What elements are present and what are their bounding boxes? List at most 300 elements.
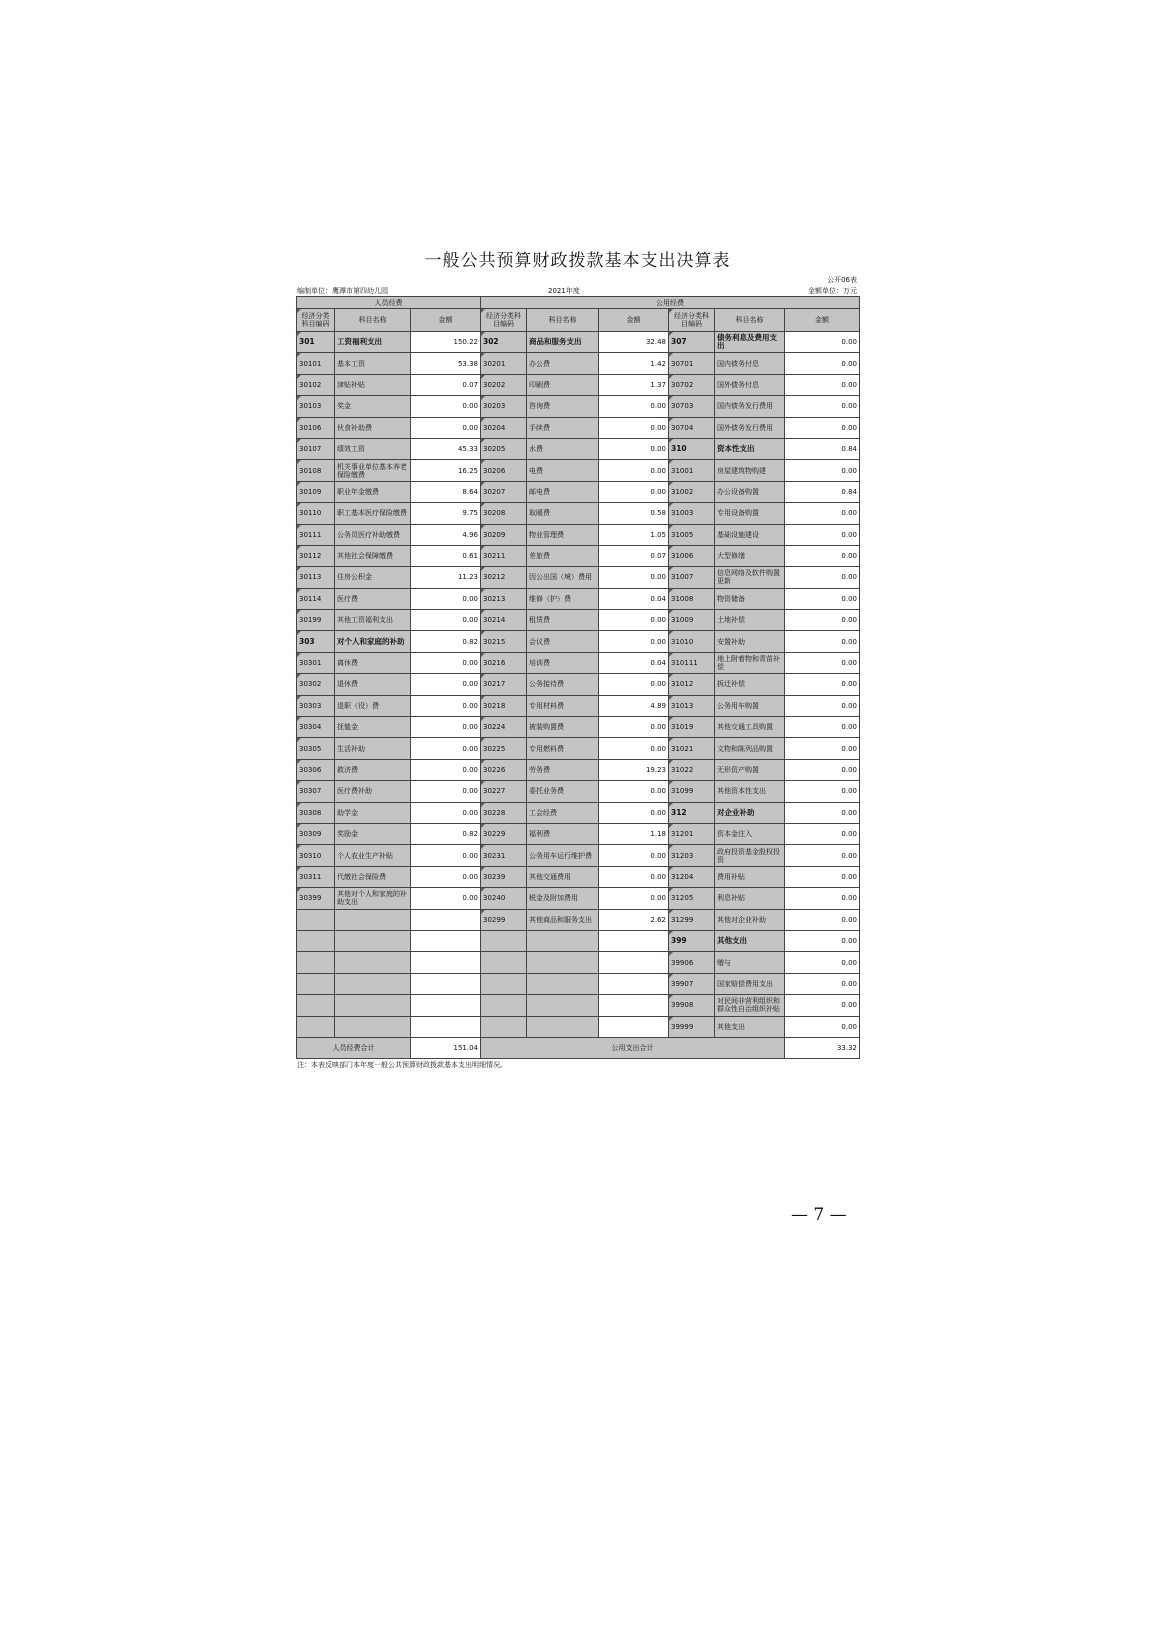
name-cell [527, 995, 599, 1016]
code-cell: 31019 [669, 717, 715, 738]
table-row [297, 781, 860, 802]
amount-cell: 16.25 [411, 460, 481, 481]
table-row [297, 374, 860, 395]
amount-cell: 32.48 [599, 332, 669, 353]
code-cell: 307 [669, 332, 715, 353]
name-cell: 救济费 [335, 759, 411, 780]
compiling-unit-name: 鹰潭市第四幼儿园 [332, 287, 388, 295]
amount-cell: 0.07 [599, 545, 669, 566]
amount-cell: 0.00 [785, 545, 860, 566]
name-cell: 奖金 [335, 396, 411, 417]
code-cell: 30229 [481, 823, 527, 844]
amount-cell: 0.00 [785, 332, 860, 353]
amount-cell: 0.00 [785, 909, 860, 930]
name-cell: 信息网络及软件购置更新 [715, 567, 785, 588]
amount-cell: 0.00 [785, 652, 860, 673]
amount-cell: 0.00 [785, 781, 860, 802]
name-cell: 工会经费 [527, 802, 599, 823]
amount-cell: 0.00 [411, 695, 481, 716]
table-row [297, 396, 860, 417]
code-cell: 30228 [481, 802, 527, 823]
code-cell: 39908 [669, 995, 715, 1016]
amount-cell: 1.05 [599, 524, 669, 545]
table-row [297, 674, 860, 695]
code-cell: 30225 [481, 738, 527, 759]
code-cell: 31005 [669, 524, 715, 545]
code-cell: 30203 [481, 396, 527, 417]
amount-cell: 0.00 [599, 631, 669, 652]
code-cell: 30214 [481, 610, 527, 631]
name-cell: 工资福利支出 [335, 332, 411, 353]
name-cell: 会议费 [527, 631, 599, 652]
amount-cell: 0.00 [599, 567, 669, 588]
code-cell: 31002 [669, 481, 715, 502]
amount-cell [411, 952, 481, 973]
column-header: 科目名称 [715, 309, 785, 332]
name-cell: 委托业务费 [527, 781, 599, 802]
table-row [297, 417, 860, 438]
amount-cell: 0.00 [785, 952, 860, 973]
amount-cell: 0.00 [785, 567, 860, 588]
group-header-public: 公用经费 [481, 297, 860, 309]
table-row [297, 524, 860, 545]
amount-cell: 11.23 [411, 567, 481, 588]
code-cell: 30215 [481, 631, 527, 652]
code-cell: 31021 [669, 738, 715, 759]
amount-cell: 0.00 [599, 481, 669, 502]
code-cell: 30306 [297, 759, 335, 780]
amount-cell [411, 1016, 481, 1037]
name-cell: 基本工资 [335, 353, 411, 374]
name-cell: 医疗费 [335, 588, 411, 609]
name-cell: 国内债务付息 [715, 353, 785, 374]
table-title: 一般公共预算财政拨款基本支出决算表 [424, 251, 731, 271]
table-row [297, 652, 860, 673]
amount-cell: 0.00 [785, 610, 860, 631]
table-row [297, 588, 860, 609]
name-cell: 代缴社会保险费 [335, 866, 411, 887]
code-cell [297, 909, 335, 930]
compiling-unit [297, 286, 388, 296]
name-cell: 房屋建筑物购建 [715, 460, 785, 481]
table-row [297, 909, 860, 930]
amount-cell: 0.00 [411, 610, 481, 631]
amount-cell: 0.00 [785, 674, 860, 695]
code-cell: 39906 [669, 952, 715, 973]
code-cell: 302 [481, 332, 527, 353]
code-cell: 30310 [297, 845, 335, 866]
amount-cell [411, 995, 481, 1016]
name-cell: 安置补助 [715, 631, 785, 652]
name-cell: 物资储备 [715, 588, 785, 609]
name-cell: 政府投资基金股权投资 [715, 845, 785, 866]
amount-cell: 0.00 [599, 717, 669, 738]
code-cell: 30309 [297, 823, 335, 844]
code-cell: 30301 [297, 652, 335, 673]
amount-cell: 0.00 [599, 781, 669, 802]
table-row [297, 823, 860, 844]
budget-sheet [296, 248, 859, 1071]
name-cell: 赠与 [715, 952, 785, 973]
code-cell [297, 973, 335, 994]
name-cell: 专用燃料费 [527, 738, 599, 759]
code-cell: 30107 [297, 438, 335, 459]
group-header-row [297, 297, 860, 309]
name-cell: 其他支出 [715, 1016, 785, 1037]
amount-cell: 1.42 [599, 353, 669, 374]
code-cell: 30114 [297, 588, 335, 609]
name-cell: 抚恤金 [335, 717, 411, 738]
table-row [297, 438, 860, 459]
amount-cell: 0.00 [411, 759, 481, 780]
amount-cell: 0.00 [785, 738, 860, 759]
name-cell: 其他交通工具购置 [715, 717, 785, 738]
name-cell: 其他对企业补助 [715, 909, 785, 930]
name-cell: 对个人和家庭的补助 [335, 631, 411, 652]
name-cell: 其他对个人和家庭的补助支出 [335, 888, 411, 909]
name-cell: 公务接待费 [527, 674, 599, 695]
table-row [297, 866, 860, 887]
name-cell: 水费 [527, 438, 599, 459]
code-cell: 30240 [481, 888, 527, 909]
code-cell: 30208 [481, 503, 527, 524]
name-cell: 其他交通费用 [527, 866, 599, 887]
totals-row [297, 1037, 860, 1058]
table-row [297, 503, 860, 524]
amount-cell: 0.00 [785, 588, 860, 609]
code-cell: 30227 [481, 781, 527, 802]
amount-cell: 0.00 [599, 866, 669, 887]
code-cell: 30102 [297, 374, 335, 395]
table-row [297, 888, 860, 909]
amount-cell: 0.00 [599, 802, 669, 823]
code-cell: 30217 [481, 674, 527, 695]
amount-cell: 0.07 [411, 374, 481, 395]
name-cell: 公务员医疗补助缴费 [335, 524, 411, 545]
code-cell: 30703 [669, 396, 715, 417]
amount-cell: 1.37 [599, 374, 669, 395]
code-cell: 310 [669, 438, 715, 459]
name-cell [527, 1016, 599, 1037]
column-header: 金额 [411, 309, 481, 332]
code-cell: 30305 [297, 738, 335, 759]
code-cell: 31201 [669, 823, 715, 844]
table-row [297, 802, 860, 823]
code-cell: 30218 [481, 695, 527, 716]
code-cell: 30399 [297, 888, 335, 909]
amount-cell: 0.00 [785, 417, 860, 438]
table-row [297, 1016, 860, 1037]
code-cell: 31008 [669, 588, 715, 609]
name-cell: 资本金注入 [715, 823, 785, 844]
code-cell: 30304 [297, 717, 335, 738]
amount-cell: 0.00 [411, 588, 481, 609]
amount-cell [599, 995, 669, 1016]
amount-cell: 0.00 [785, 717, 860, 738]
expenditure-table [296, 296, 860, 1059]
name-cell: 其他工资福利支出 [335, 610, 411, 631]
column-header: 金额 [599, 309, 669, 332]
name-cell: 住房公积金 [335, 567, 411, 588]
name-cell [335, 1016, 411, 1037]
amount-cell: 19.23 [599, 759, 669, 780]
amount-cell: 0.00 [411, 845, 481, 866]
table-row [297, 717, 860, 738]
table-row [297, 545, 860, 566]
name-cell: 国家赔偿费用支出 [715, 973, 785, 994]
name-cell: 物业管理费 [527, 524, 599, 545]
name-cell [527, 930, 599, 951]
name-cell: 维修（护）费 [527, 588, 599, 609]
amount-cell: 0.00 [785, 503, 860, 524]
amount-cell: 4.89 [599, 695, 669, 716]
money-unit: 金额单位：万元 [808, 287, 857, 295]
amount-cell: 0.00 [599, 888, 669, 909]
code-cell: 30101 [297, 353, 335, 374]
name-cell: 因公出国（境）费用 [527, 567, 599, 588]
amount-cell: 9.75 [411, 503, 481, 524]
amount-cell: 0.82 [411, 631, 481, 652]
amount-cell: 0.00 [411, 888, 481, 909]
public-total-value: 33.32 [785, 1037, 860, 1058]
amount-cell: 0.00 [411, 652, 481, 673]
table-row [297, 995, 860, 1016]
table-row [297, 631, 860, 652]
code-cell [481, 930, 527, 951]
name-cell: 差旅费 [527, 545, 599, 566]
code-cell: 31003 [669, 503, 715, 524]
amount-cell: 0.61 [411, 545, 481, 566]
name-cell: 个人农业生产补贴 [335, 845, 411, 866]
code-cell: 30110 [297, 503, 335, 524]
name-cell: 租赁费 [527, 610, 599, 631]
code-cell [297, 930, 335, 951]
amount-cell: 0.00 [785, 524, 860, 545]
table-row [297, 845, 860, 866]
name-cell: 奖励金 [335, 823, 411, 844]
name-cell: 基础设施建设 [715, 524, 785, 545]
name-cell: 办公费 [527, 353, 599, 374]
amount-cell [411, 973, 481, 994]
code-cell [481, 952, 527, 973]
name-cell: 其他支出 [715, 930, 785, 951]
name-cell: 生活补助 [335, 738, 411, 759]
code-cell [297, 1016, 335, 1037]
amount-cell: 8.64 [411, 481, 481, 502]
code-cell: 31010 [669, 631, 715, 652]
column-header: 科目名称 [335, 309, 411, 332]
code-cell: 31099 [669, 781, 715, 802]
name-cell: 国外债务发行费用 [715, 417, 785, 438]
amount-cell: 0.00 [785, 695, 860, 716]
code-cell: 30299 [481, 909, 527, 930]
name-cell: 职业年金缴费 [335, 481, 411, 502]
amount-cell: 0.00 [785, 866, 860, 887]
name-cell: 专用设备购置 [715, 503, 785, 524]
code-cell: 30308 [297, 802, 335, 823]
amount-cell [599, 973, 669, 994]
name-cell: 文物和陈列品购置 [715, 738, 785, 759]
code-cell: 30206 [481, 460, 527, 481]
name-cell: 电费 [527, 460, 599, 481]
amount-cell: 0.00 [785, 995, 860, 1016]
group-header-personnel: 人员经费 [297, 297, 481, 309]
name-cell: 其他资本性支出 [715, 781, 785, 802]
name-cell: 医疗费补助 [335, 781, 411, 802]
amount-cell [599, 1016, 669, 1037]
code-cell: 31013 [669, 695, 715, 716]
amount-cell: 0.04 [599, 588, 669, 609]
name-cell: 对企业补助 [715, 802, 785, 823]
amount-cell: 0.00 [411, 738, 481, 759]
page-number: — 7 — [791, 1205, 847, 1225]
table-row [297, 952, 860, 973]
code-cell: 31009 [669, 610, 715, 631]
code-cell [481, 995, 527, 1016]
name-cell: 退职（役）费 [335, 695, 411, 716]
code-cell: 39907 [669, 973, 715, 994]
name-cell: 土地补偿 [715, 610, 785, 631]
name-cell: 手续费 [527, 417, 599, 438]
name-cell [335, 930, 411, 951]
column-header: 经济分类科目编码 [669, 309, 715, 332]
column-header: 金额 [785, 309, 860, 332]
code-cell: 30209 [481, 524, 527, 545]
name-cell: 印刷费 [527, 374, 599, 395]
amount-cell: 53.38 [411, 353, 481, 374]
name-cell: 国外债务付息 [715, 374, 785, 395]
amount-cell: 0.00 [785, 374, 860, 395]
name-cell [335, 952, 411, 973]
code-cell: 30302 [297, 674, 335, 695]
amount-cell: 0.00 [785, 759, 860, 780]
code-cell [297, 995, 335, 1016]
code-cell: 31203 [669, 845, 715, 866]
code-cell: 30109 [297, 481, 335, 502]
amount-cell: 0.00 [411, 417, 481, 438]
table-note: 注：本表反映部门本年度一般公共预算财政拨款基本支出明细情况。 [297, 1060, 507, 1069]
amount-cell: 0.00 [785, 460, 860, 481]
name-cell: 邮电费 [527, 481, 599, 502]
table-row [297, 973, 860, 994]
code-cell: 30112 [297, 545, 335, 566]
amount-cell: 0.58 [599, 503, 669, 524]
name-cell: 绩效工资 [335, 438, 411, 459]
name-cell: 伙食补助费 [335, 417, 411, 438]
amount-cell: 0.00 [785, 353, 860, 374]
amount-cell: 0.00 [411, 781, 481, 802]
name-cell: 国内债务发行费用 [715, 396, 785, 417]
amount-cell [599, 952, 669, 973]
code-cell: 30704 [669, 417, 715, 438]
table-row [297, 695, 860, 716]
code-cell: 30224 [481, 717, 527, 738]
amount-cell: 0.00 [599, 396, 669, 417]
code-cell: 303 [297, 631, 335, 652]
code-cell: 30311 [297, 866, 335, 887]
code-cell: 30701 [669, 353, 715, 374]
code-cell [481, 1016, 527, 1037]
name-cell [335, 973, 411, 994]
name-cell [335, 995, 411, 1016]
code-cell: 31001 [669, 460, 715, 481]
amount-cell: 0.00 [411, 717, 481, 738]
amount-cell: 0.00 [411, 674, 481, 695]
column-header: 科目名称 [527, 309, 599, 332]
name-cell [527, 952, 599, 973]
name-cell: 无形资产购置 [715, 759, 785, 780]
amount-cell: 0.00 [599, 417, 669, 438]
code-cell: 310111 [669, 652, 715, 673]
table-row [297, 759, 860, 780]
code-cell: 30216 [481, 652, 527, 673]
code-cell [297, 952, 335, 973]
amount-cell: 0.00 [785, 802, 860, 823]
amount-cell: 0.00 [785, 1016, 860, 1037]
table-row [297, 567, 860, 588]
code-cell: 30113 [297, 567, 335, 588]
amount-cell: 0.00 [599, 845, 669, 866]
name-cell: 公务用车运行维护费 [527, 845, 599, 866]
name-cell: 对民间非营利组织和群众性自治组织补贴 [715, 995, 785, 1016]
code-cell: 30303 [297, 695, 335, 716]
personnel-total-value: 151.04 [411, 1037, 481, 1058]
code-cell: 30204 [481, 417, 527, 438]
amount-cell: 0.00 [599, 674, 669, 695]
name-cell: 退休费 [335, 674, 411, 695]
amount-cell: 0.00 [785, 845, 860, 866]
column-header-row [297, 309, 860, 332]
amount-cell: 0.00 [785, 823, 860, 844]
name-cell: 债务利息及费用支出 [715, 332, 785, 353]
code-cell: 30111 [297, 524, 335, 545]
code-cell: 30205 [481, 438, 527, 459]
amount-cell: 0.00 [785, 888, 860, 909]
amount-cell: 150.22 [411, 332, 481, 353]
amount-cell: 0.00 [411, 866, 481, 887]
form-number: 公开06表 [827, 276, 857, 284]
name-cell: 咨询费 [527, 396, 599, 417]
name-cell: 培训费 [527, 652, 599, 673]
name-cell: 商品和服务支出 [527, 332, 599, 353]
code-cell: 31205 [669, 888, 715, 909]
amount-cell: 0.00 [599, 438, 669, 459]
name-cell: 利息补贴 [715, 888, 785, 909]
name-cell: 助学金 [335, 802, 411, 823]
code-cell: 31012 [669, 674, 715, 695]
amount-cell: 0.00 [599, 610, 669, 631]
code-cell: 30201 [481, 353, 527, 374]
table-row [297, 610, 860, 631]
name-cell: 被装购置费 [527, 717, 599, 738]
name-cell: 资本性支出 [715, 438, 785, 459]
amount-cell: 0.00 [785, 396, 860, 417]
compiling-unit-label: 编制单位： [297, 287, 332, 295]
amount-cell: 1.18 [599, 823, 669, 844]
amount-cell: 4.96 [411, 524, 481, 545]
amount-cell: 0.00 [599, 738, 669, 759]
amount-cell: 45.33 [411, 438, 481, 459]
name-cell: 拆迁补偿 [715, 674, 785, 695]
code-cell: 30207 [481, 481, 527, 502]
table-row [297, 930, 860, 951]
amount-cell [411, 930, 481, 951]
code-cell: 30231 [481, 845, 527, 866]
code-cell: 399 [669, 930, 715, 951]
name-cell [335, 909, 411, 930]
code-cell: 31299 [669, 909, 715, 930]
name-cell: 专用材料费 [527, 695, 599, 716]
